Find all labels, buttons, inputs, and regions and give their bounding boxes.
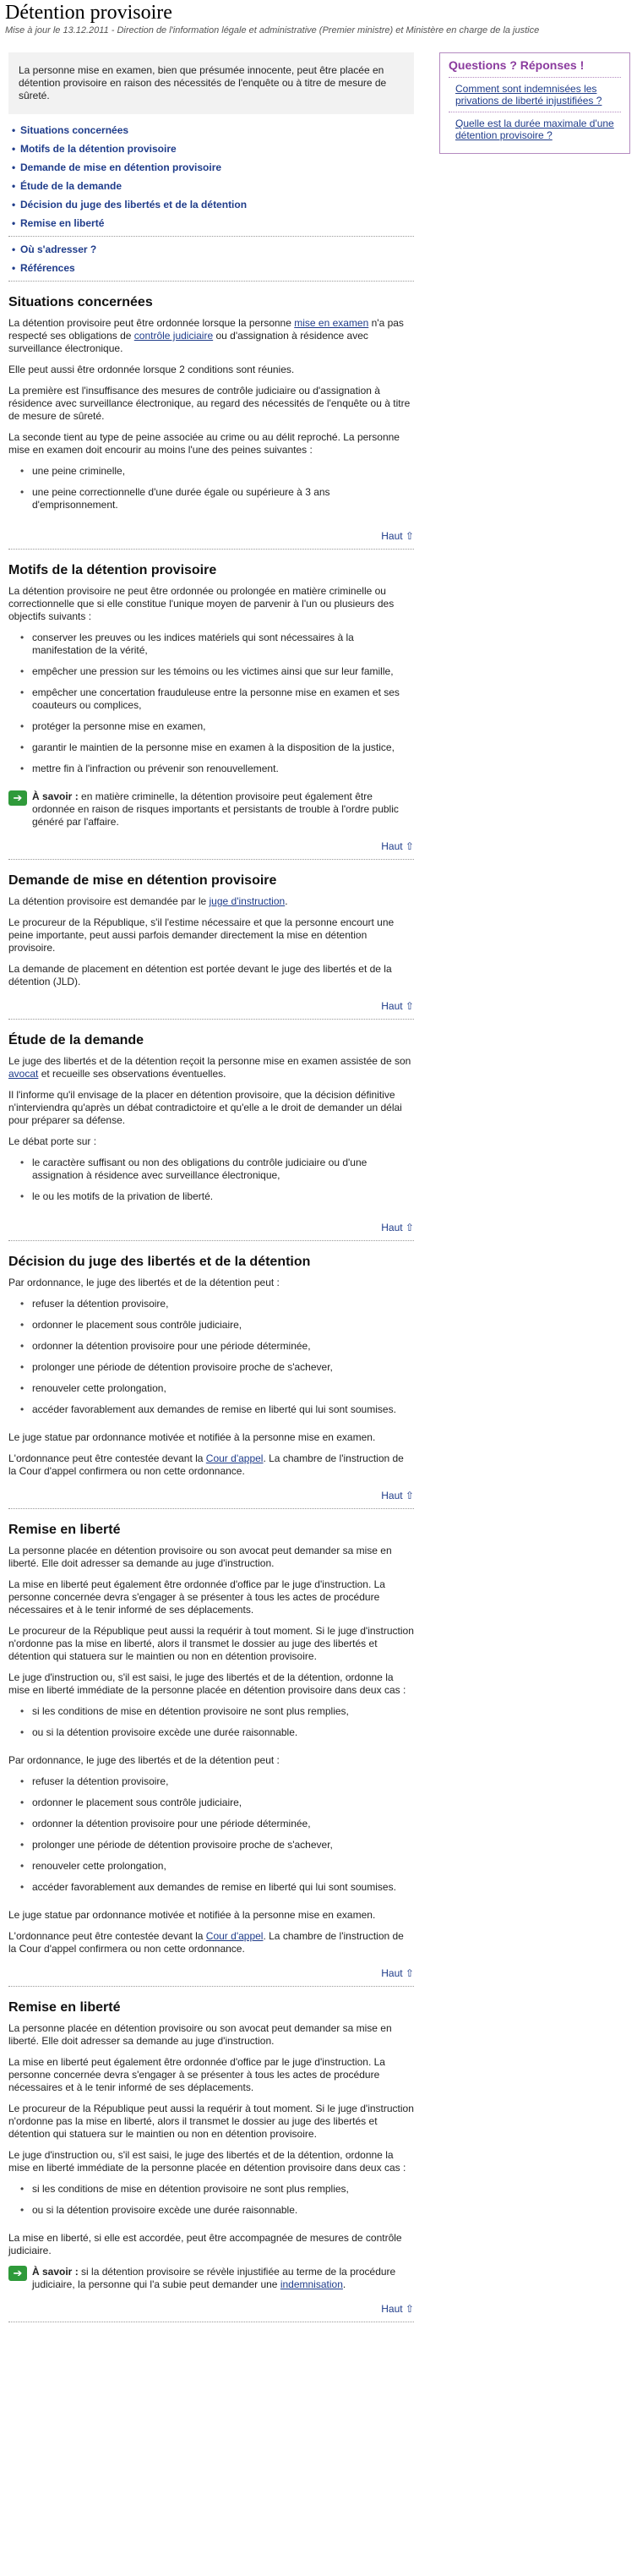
list-item: • accéder favorablement aux demandes de remise en liberté qui lui sont soumises. — [8, 1403, 414, 1425]
note-label: À savoir : — [32, 2266, 79, 2278]
text: et recueille ses observations éventuelles. — [38, 1068, 226, 1080]
section-title: Remise en liberté — [8, 2000, 121, 2015]
link-cour-appel[interactable]: Cour d'appel — [205, 1452, 264, 1464]
toc-item[interactable]: • Situations concernées — [8, 121, 414, 139]
list-item: • conserver les preuves ou les indices matériels qui sont nécessaires à la manifestation de la vérité, — [8, 632, 414, 665]
list-item: • une peine correctionnelle d'une durée égale ou supérieure à 3 ans d'emprisonnement. — [8, 486, 414, 520]
list-item: • refuser la détention provisoire, — [8, 1775, 414, 1797]
paragraph: La personne placée en détention provisoire ou son avocat peut demander sa mise en liberté. Elle doit adresser sa demande au juge d'instruction. — [8, 2022, 392, 2047]
note-text: en matière criminelle, la détention provisoire peut également être ordonnée en raison de risques importants et persistants de trouble à l'ordre public généré par l'affaire. — [32, 790, 399, 828]
note-box — [8, 790, 414, 829]
text: La détention provisoire peut être ordonnée lorsque la personne — [8, 317, 295, 329]
faq-item — [449, 112, 621, 146]
section-title: Situations concernées — [8, 295, 153, 309]
list-item: • le ou les motifs de la privation de liberté. — [8, 1190, 414, 1211]
intro-text: La personne mise en examen, bien que présumée innocente, peut être placée en détention provisoire en raison des nécessités de l'enquête ou à titre de mesure de sûreté. — [19, 64, 387, 101]
section-situations — [8, 295, 414, 550]
main-content — [8, 52, 414, 2322]
link-cour-appel[interactable]: Cour d'appel — [205, 1930, 264, 1942]
back-to-top — [8, 1218, 414, 1241]
toc-item[interactable]: • Décision du juge des libertés et de la détention — [8, 195, 414, 214]
text: L'ordonnance peut être contestée devant la — [8, 1930, 206, 1942]
paragraph: Le juge statue par ordonnance motivée et notifiée à la personne mise en examen. — [8, 1909, 376, 1921]
bullet-list — [8, 2183, 414, 2225]
list-item: • prolonger une période de détention provisoire proche de s'achever, — [8, 1839, 414, 1860]
back-to-top-link[interactable]: Haut ⇧ — [381, 1490, 414, 1501]
faq-item — [449, 77, 621, 112]
toc-divider — [8, 236, 414, 237]
bullet-list — [8, 1705, 414, 1747]
paragraph: Par ordonnance, le juge des libertés et de la détention peut : — [8, 1754, 280, 1766]
section-motifs — [8, 563, 414, 860]
list-item: • prolonger une période de détention provisoire proche de s'achever, — [8, 1361, 414, 1382]
paragraph: La seconde tient au type de peine associée au crime ou au délit reproché. La personne mise en examen doit encourir au moins l'une des peines suivantes : — [8, 431, 400, 456]
page-header — [0, 0, 637, 37]
paragraph: Le juge statue par ordonnance motivée et notifiée à la personne mise en examen. — [8, 1431, 376, 1443]
text: L'ordonnance peut être contestée devant la — [8, 1452, 206, 1464]
list-item: • ordonner la détention provisoire pour une période déterminée, — [8, 1340, 414, 1361]
list-item: • le caractère suffisant ou non des obligations du contrôle judiciaire ou d'une assignation à résidence avec surveillance électronique, — [8, 1157, 414, 1190]
list-item: • protéger la personne mise en examen, — [8, 720, 414, 741]
page-title: Détention provisoire — [5, 2, 172, 24]
text: ou d'assignation à résidence avec surveillance électronique. — [8, 330, 368, 354]
paragraph — [8, 1452, 414, 1478]
section-title: Motifs de la détention provisoire — [8, 563, 217, 577]
paragraph: Le juge d'instruction ou, s'il est saisi, le juge des libertés et de la détention, ordonne la mise en liberté immédiate de la personne placée en détention provisoire dans deux cas : — [8, 2149, 406, 2174]
paragraph: La demande de placement en détention est portée devant le juge des libertés et de la détention (JLD). — [8, 963, 392, 987]
paragraph: Elle peut aussi être ordonnée lorsque 2 conditions sont réunies. — [8, 364, 295, 375]
paragraph: La détention provisoire ne peut être ordonnée ou prolongée en matière criminelle ou correctionnelle que si elle constitue l'unique moyen de parvenir à l'un ou plusieurs des objectifs suivants : — [8, 585, 395, 622]
paragraph: Le juge d'instruction ou, s'il est saisi, le juge des libertés et de la détention, ordonne la mise en liberté immédiate de la personne placée en détention provisoire dans deux cas : — [8, 1671, 406, 1696]
arrow-right-icon: ➔ — [8, 790, 27, 806]
toc-item[interactable]: • Remise en liberté — [8, 214, 414, 232]
toc-item[interactable]: • Où s'adresser ? — [8, 240, 414, 259]
list-item: • ordonner le placement sous contrôle judiciaire, — [8, 1319, 414, 1340]
note-box — [8, 2266, 414, 2291]
list-item: • si les conditions de mise en détention provisoire ne sont plus remplies, — [8, 2183, 414, 2204]
section-remise-2 — [8, 2000, 414, 2322]
bullet-list — [8, 632, 414, 784]
paragraph: Par ordonnance, le juge des libertés et de la détention peut : — [8, 1277, 280, 1288]
back-to-top — [8, 837, 414, 860]
paragraph: La première est l'insuffisance des mesures de contrôle judiciaire ou d'assignation à résidence avec surveillance électronique, au regard des nécessités de l'enquête ou à titre de mesure de sûreté. — [8, 385, 411, 422]
list-item: • ou si la détention provisoire excède une durée raisonnable. — [8, 1726, 414, 1747]
toc-item[interactable]: • Demande de mise en détention provisoire — [8, 158, 414, 177]
bullet-list — [8, 465, 414, 520]
link-juge-instruction[interactable]: juge d'instruction — [209, 895, 286, 907]
text: Le juge des libertés et de la détention reçoit la personne mise en examen assistée de son — [8, 1055, 411, 1067]
faq-title: Questions ? Réponses ! — [449, 58, 585, 72]
paragraph: La mise en liberté peut également être ordonnée d'office par le juge d'instruction. La personne concernée devra s'engager à se présenter à tous les actes de procédure nécessaires et à le tenir informé de ses déplacements. — [8, 1578, 385, 1616]
paragraph: Le procureur de la République, s'il l'estime nécessaire et que la personne encourt une peine importante, peut aussi parfois demander directement la mise en détention provisoire. — [8, 916, 395, 954]
bullet-list — [8, 1298, 414, 1425]
paragraph: Le procureur de la République peut aussi la requérir à tout moment. Si le juge d'instruction n'ordonne pas la mise en liberté, alors il transmet le dossier au juge des libertés et détention qui statuera sur le maintien ou non en détention provisoire. — [8, 1625, 414, 1662]
list-item: • accéder favorablement aux demandes de remise en liberté qui lui sont soumises. — [8, 1881, 414, 1902]
section-demande — [8, 873, 414, 1020]
bullet-list — [8, 1775, 414, 1902]
section-remise-1 — [8, 1523, 414, 1987]
faq-link[interactable]: Comment sont indemnisées les privations de liberté injustifiées ? — [455, 83, 602, 107]
paragraph: Le procureur de la République peut aussi la requérir à tout moment. Si le juge d'instruction n'ordonne pas la mise en liberté, alors il transmet le dossier au juge des libertés et détention qui statuera sur le maintien ou non en détention provisoire. — [8, 2103, 414, 2140]
back-to-top — [8, 1964, 414, 1987]
back-to-top-link[interactable]: Haut ⇧ — [381, 1000, 414, 1012]
list-item: • mettre fin à l'infraction ou prévenir son renouvellement. — [8, 763, 414, 784]
text: n'a pas respecté ses obligations de — [8, 317, 404, 342]
text: . La chambre de l'instruction de la Cour d'appel confirmera ou non cette ordonnance. — [8, 1452, 404, 1477]
section-title: Demande de mise en détention provisoire — [8, 873, 277, 888]
list-item: • ordonner la détention provisoire pour une période déterminée, — [8, 1818, 414, 1839]
paragraph: Le débat porte sur : — [8, 1135, 97, 1147]
paragraph — [8, 317, 414, 355]
toc-item[interactable]: • Étude de la demande — [8, 177, 414, 195]
faq-link[interactable]: Quelle est la durée maximale d'une détention provisoire ? — [455, 118, 614, 141]
section-title: Étude de la demande — [8, 1033, 144, 1047]
back-to-top-link[interactable]: Haut ⇧ — [381, 1222, 414, 1233]
section-decision — [8, 1255, 414, 1509]
link-indemnisation[interactable]: indemnisation — [280, 2278, 343, 2290]
faq-sidebar — [439, 52, 630, 154]
list-item: • renouveler cette prolongation, — [8, 1382, 414, 1403]
update-line: Mise à jour le 13.12.2011 - Direction de l'information légale et administrative (Premier ministre) et Ministère en charge de la justice — [5, 25, 540, 36]
paragraph: La mise en liberté peut également être ordonnée d'office par le juge d'instruction. La personne concernée devra s'engager à se présenter à tous les actes de procédure nécessaires et à le tenir informé de ses déplacements. — [8, 2056, 385, 2093]
bullet-list — [8, 1157, 414, 1211]
link-mise-en-examen[interactable]: mise en examen — [294, 317, 369, 329]
paragraph: Il l'informe qu'il envisage de la placer en détention provisoire, que la décision définitive n'interviendra qu'après un débat contradictoire et qu'elle a le droit de demander un délai pour préparer sa défense. — [8, 1089, 402, 1126]
list-item: • si les conditions de mise en détention provisoire ne sont plus remplies, — [8, 1705, 414, 1726]
link-controle-judiciaire[interactable]: contrôle judiciaire — [133, 330, 214, 342]
list-item: • renouveler cette prolongation, — [8, 1860, 414, 1881]
back-to-top-link[interactable]: Haut ⇧ — [381, 1967, 414, 1979]
table-of-contents — [8, 114, 414, 282]
toc-divider — [8, 281, 414, 282]
back-to-top — [8, 997, 414, 1020]
arrow-right-icon: ➔ — [8, 2266, 27, 2281]
list-item: • refuser la détention provisoire, — [8, 1298, 414, 1319]
paragraph — [8, 895, 414, 908]
list-item: • empêcher une concertation frauduleuse entre la personne mise en examen et ses coauteurs ou complices, — [8, 686, 414, 720]
intro-box — [8, 52, 414, 114]
back-to-top-link[interactable]: Haut ⇧ — [381, 530, 414, 542]
toc-item[interactable]: • Motifs de la détention provisoire — [8, 139, 414, 158]
note-label: À savoir : — [32, 790, 79, 802]
list-item: • ou si la détention provisoire excède une durée raisonnable. — [8, 2204, 414, 2225]
link-avocat[interactable]: avocat — [8, 1068, 39, 1080]
back-to-top — [8, 527, 414, 550]
toc-item[interactable]: • Références — [8, 259, 414, 277]
back-to-top-link[interactable]: Haut ⇧ — [381, 2303, 414, 2315]
note-text: si la détention provisoire se révèle injustifiée au terme de la procédure judiciaire, la personne qui l'a subie peut demander une — [32, 2266, 396, 2290]
list-item: • empêcher une pression sur les témoins ou les victimes ainsi que sur leur famille, — [8, 665, 414, 686]
text: La détention provisoire est demandée par le — [8, 895, 210, 907]
back-to-top-link[interactable]: Haut ⇧ — [381, 840, 414, 852]
list-item: • ordonner le placement sous contrôle judiciaire, — [8, 1797, 414, 1818]
back-to-top — [8, 1486, 414, 1509]
section-etude — [8, 1033, 414, 1241]
paragraph — [8, 1930, 414, 1955]
paragraph: La mise en liberté, si elle est accordée, peut être accompagnée de mesures de contrôle judiciaire. — [8, 2232, 402, 2256]
back-to-top — [8, 2300, 414, 2322]
faq-list — [449, 77, 621, 146]
paragraph — [8, 1055, 414, 1080]
text: . — [285, 895, 288, 907]
section-title: Remise en liberté — [8, 1523, 121, 1537]
text: . La chambre de l'instruction de la Cour d'appel confirmera ou non cette ordonnance. — [8, 1930, 404, 1955]
paragraph: La personne placée en détention provisoire ou son avocat peut demander sa mise en liberté. Elle doit adresser sa demande au juge d'instruction. — [8, 1545, 392, 1569]
list-item: • une peine criminelle, — [8, 465, 414, 486]
text: . — [342, 2278, 346, 2290]
list-item: • garantir le maintien de la personne mise en examen à la disposition de la justice, — [8, 741, 414, 763]
section-title: Décision du juge des libertés et de la détention — [8, 1255, 311, 1269]
